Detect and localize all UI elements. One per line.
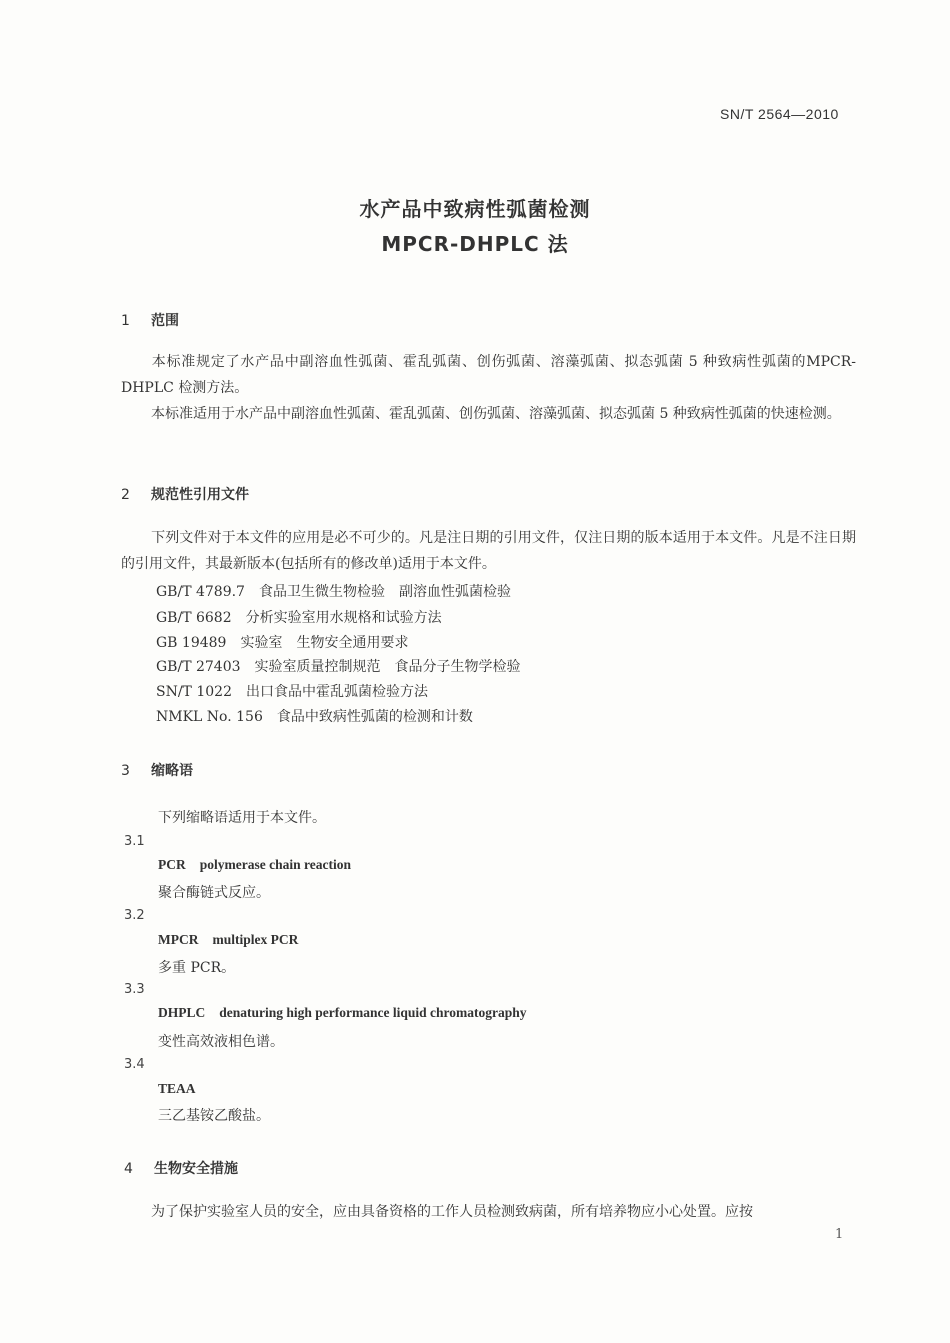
section-2-intro	[121, 525, 856, 577]
reference-code: GB/T 6682	[156, 610, 232, 626]
term-abbreviation: PCR	[158, 857, 186, 872]
document-subtitle: MPCR-DHPLC 法	[381, 232, 569, 256]
term-entry	[158, 1081, 210, 1097]
section-1-heading	[121, 310, 179, 330]
clause-number: 3.1	[124, 834, 145, 849]
clause-number: 3.4	[124, 1057, 145, 1072]
section-1-paragraph-2	[121, 401, 856, 427]
term-abbreviation: DHPLC	[158, 1005, 206, 1020]
term-entry	[158, 1005, 527, 1021]
section-label: 缩略语	[151, 763, 193, 779]
term-definition: 聚合酶链式反应。	[158, 885, 270, 901]
section-number: 4	[124, 1161, 133, 1177]
term-full-name: denaturing high performance liquid chromatography	[219, 1005, 527, 1020]
paragraph-text: 本标准适用于水产品中副溶血性弧菌、霍乱弧菌、创伤弧菌、溶藻弧菌、拟态弧菌 5 种致病性弧菌的快速检测。	[151, 406, 841, 422]
section-3-intro: 下列缩略语适用于本文件。	[158, 810, 326, 826]
paragraph-text: 为了保护实验室人员的安全，应由具备资格的工作人员检测致病菌，所有培养物应小心处置。应按	[151, 1204, 753, 1220]
paragraph-text: 本标准规定了水产品中副溶血性弧菌、霍乱弧菌、创伤弧菌、溶藻弧菌、拟态弧菌 5 种致病性弧菌的MPCR-DHPLC 检测方法。	[121, 354, 856, 396]
section-number: 3	[121, 763, 130, 779]
page-number: 1	[835, 1227, 844, 1242]
term-entry	[158, 932, 298, 948]
reference-item	[156, 632, 408, 652]
reference-code: GB/T 4789.7	[156, 584, 245, 600]
section-3-heading	[121, 760, 193, 780]
section-number: 1	[121, 313, 130, 329]
section-label: 生物安全措施	[154, 1161, 238, 1177]
reference-title: 实验室质量控制规范 食品分子生物学检验	[254, 659, 521, 675]
reference-item	[156, 607, 442, 627]
reference-title: 实验室 生物安全通用要求	[240, 635, 409, 651]
term-full-name: multiplex PCR	[212, 932, 299, 947]
section-4-paragraph-1	[121, 1199, 856, 1225]
section-2-heading	[121, 484, 249, 504]
term-definition: 多重 PCR。	[158, 960, 236, 976]
term-definition: 三乙基铵乙酸盐。	[158, 1108, 270, 1124]
term-entry	[158, 857, 351, 873]
term-abbreviation: TEAA	[158, 1081, 196, 1096]
clause-number: 3.2	[124, 908, 145, 923]
section-number: 2	[121, 487, 130, 503]
reference-title: 出口食品中霍乱弧菌检验方法	[245, 684, 428, 700]
reference-code: GB 19489	[156, 635, 227, 651]
section-label: 范围	[151, 313, 179, 329]
section-label: 规范性引用文件	[151, 487, 249, 503]
reference-item	[156, 706, 473, 726]
term-full-name: polymerase chain reaction	[199, 857, 351, 872]
document-title: 水产品中致病性弧菌检测	[359, 197, 591, 221]
term-abbreviation: MPCR	[158, 932, 199, 947]
reference-title: 食品卫生微生物检验 副溶血性弧菌检验	[258, 584, 511, 600]
reference-title: 食品中致病性弧菌的检测和计数	[276, 709, 473, 725]
reference-code: GB/T 27403	[156, 659, 241, 675]
reference-code: SN/T 1022	[156, 684, 232, 700]
reference-code: NMKL No. 156	[156, 709, 263, 725]
paragraph-text: 下列文件对于本文件的应用是必不可少的。凡是注日期的引用文件，仅注日期的版本适用于本文件。凡是不注日期的引用文件，其最新版本(包括所有的修改单)适用于本文件。	[121, 530, 856, 572]
reference-item	[156, 581, 511, 601]
reference-item	[156, 681, 428, 701]
reference-item	[156, 656, 521, 676]
term-definition: 变性高效液相色谱。	[158, 1034, 284, 1050]
section-1-paragraph-1	[121, 349, 856, 401]
clause-number: 3.3	[124, 982, 145, 997]
standard-code: SN/T 2564—2010	[720, 106, 839, 122]
reference-title: 分析实验室用水规格和试验方法	[245, 610, 442, 626]
section-4-heading	[124, 1158, 238, 1178]
